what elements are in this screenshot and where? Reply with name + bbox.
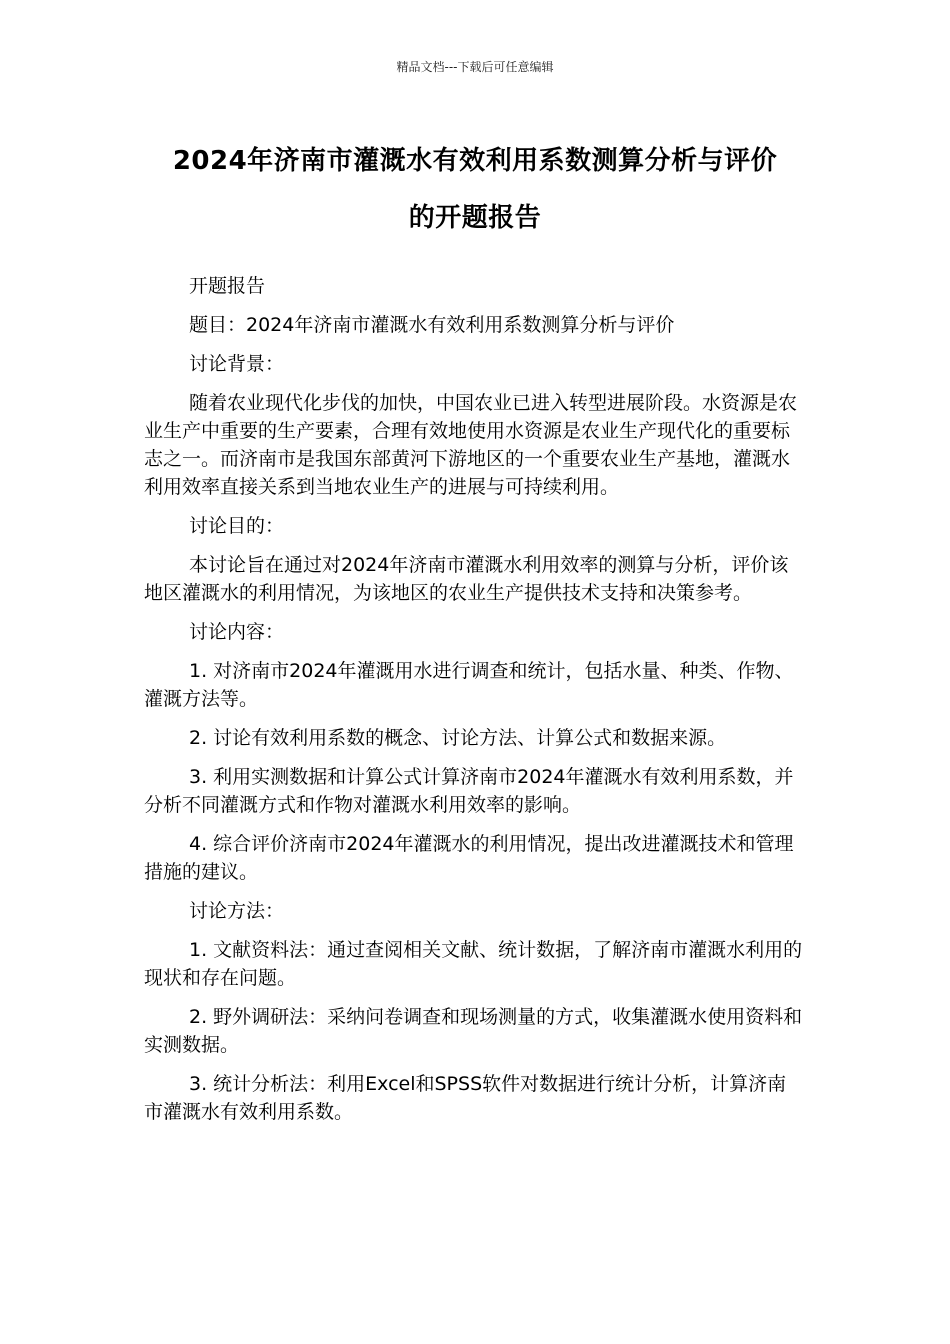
document-title-line-2: 的开题报告 bbox=[408, 203, 542, 233]
paragraph-background: 随着农业现代化步伐的加快，中国农业已进入转型进展阶段。水资源是农业生产中重要的生产要素，合理有效地使用水资源是农业生产现代化的重要标志之一。而济南市是我国东部黄河下游地区的一个重要农业生产基地，灌溉水利用效率直接关系到当地农业生产的进展与可持续利用。 bbox=[144, 392, 798, 498]
method-item-3: 3. 统计分析法：利用Excel和SPSS软件对数据进行统计分析，计算济南市灌溉水有效利用系数。 bbox=[144, 1073, 787, 1123]
section-heading-background: 讨论背景： bbox=[189, 353, 285, 375]
section-heading-content: 讨论内容： bbox=[189, 621, 285, 643]
section-label: 开题报告 bbox=[189, 275, 266, 297]
page-header: 精品文档---下载后可任意编辑 bbox=[396, 60, 554, 74]
content-item-4: 4. 综合评价济南市2024年灌溉水的利用情况，提出改进灌溉技术和管理措施的建议。 bbox=[144, 833, 794, 883]
document-title-line-1: 2024年济南市灌溉水有效利用系数测算分析与评价 bbox=[172, 146, 778, 176]
content-item-2: 2. 讨论有效利用系数的概念、讨论方法、计算公式和数据来源。 bbox=[189, 727, 727, 749]
content-item-1: 1. 对济南市2024年灌溉用水进行调查和统计，包括水量、种类、作物、灌溉方法等。 bbox=[144, 660, 794, 710]
paragraph-purpose: 本讨论旨在通过对2024年济南市灌溉水利用效率的测算与分析，评价该地区灌溉水的利用情况，为该地区的农业生产提供技术支持和决策参考。 bbox=[144, 554, 789, 604]
section-heading-purpose: 讨论目的： bbox=[189, 515, 285, 537]
topic-line: 题目：2024年济南市灌溉水有效利用系数测算分析与评价 bbox=[189, 314, 675, 336]
document-body bbox=[144, 272, 804, 1126]
content-item-3: 3. 利用实测数据和计算公式计算济南市2024年灌溉水有效利用系数，并分析不同灌溉方式和作物对灌溉水利用效率的影响。 bbox=[144, 766, 794, 816]
section-heading-method: 讨论方法： bbox=[189, 900, 285, 922]
method-item-1: 1. 文献资料法：通过查阅相关文献、统计数据，了解济南市灌溉水利用的现状和存在问题。 bbox=[144, 939, 803, 989]
method-item-2: 2. 野外调研法：采纳问卷调查和现场测量的方式，收集灌溉水使用资料和实测数据。 bbox=[144, 1006, 803, 1056]
